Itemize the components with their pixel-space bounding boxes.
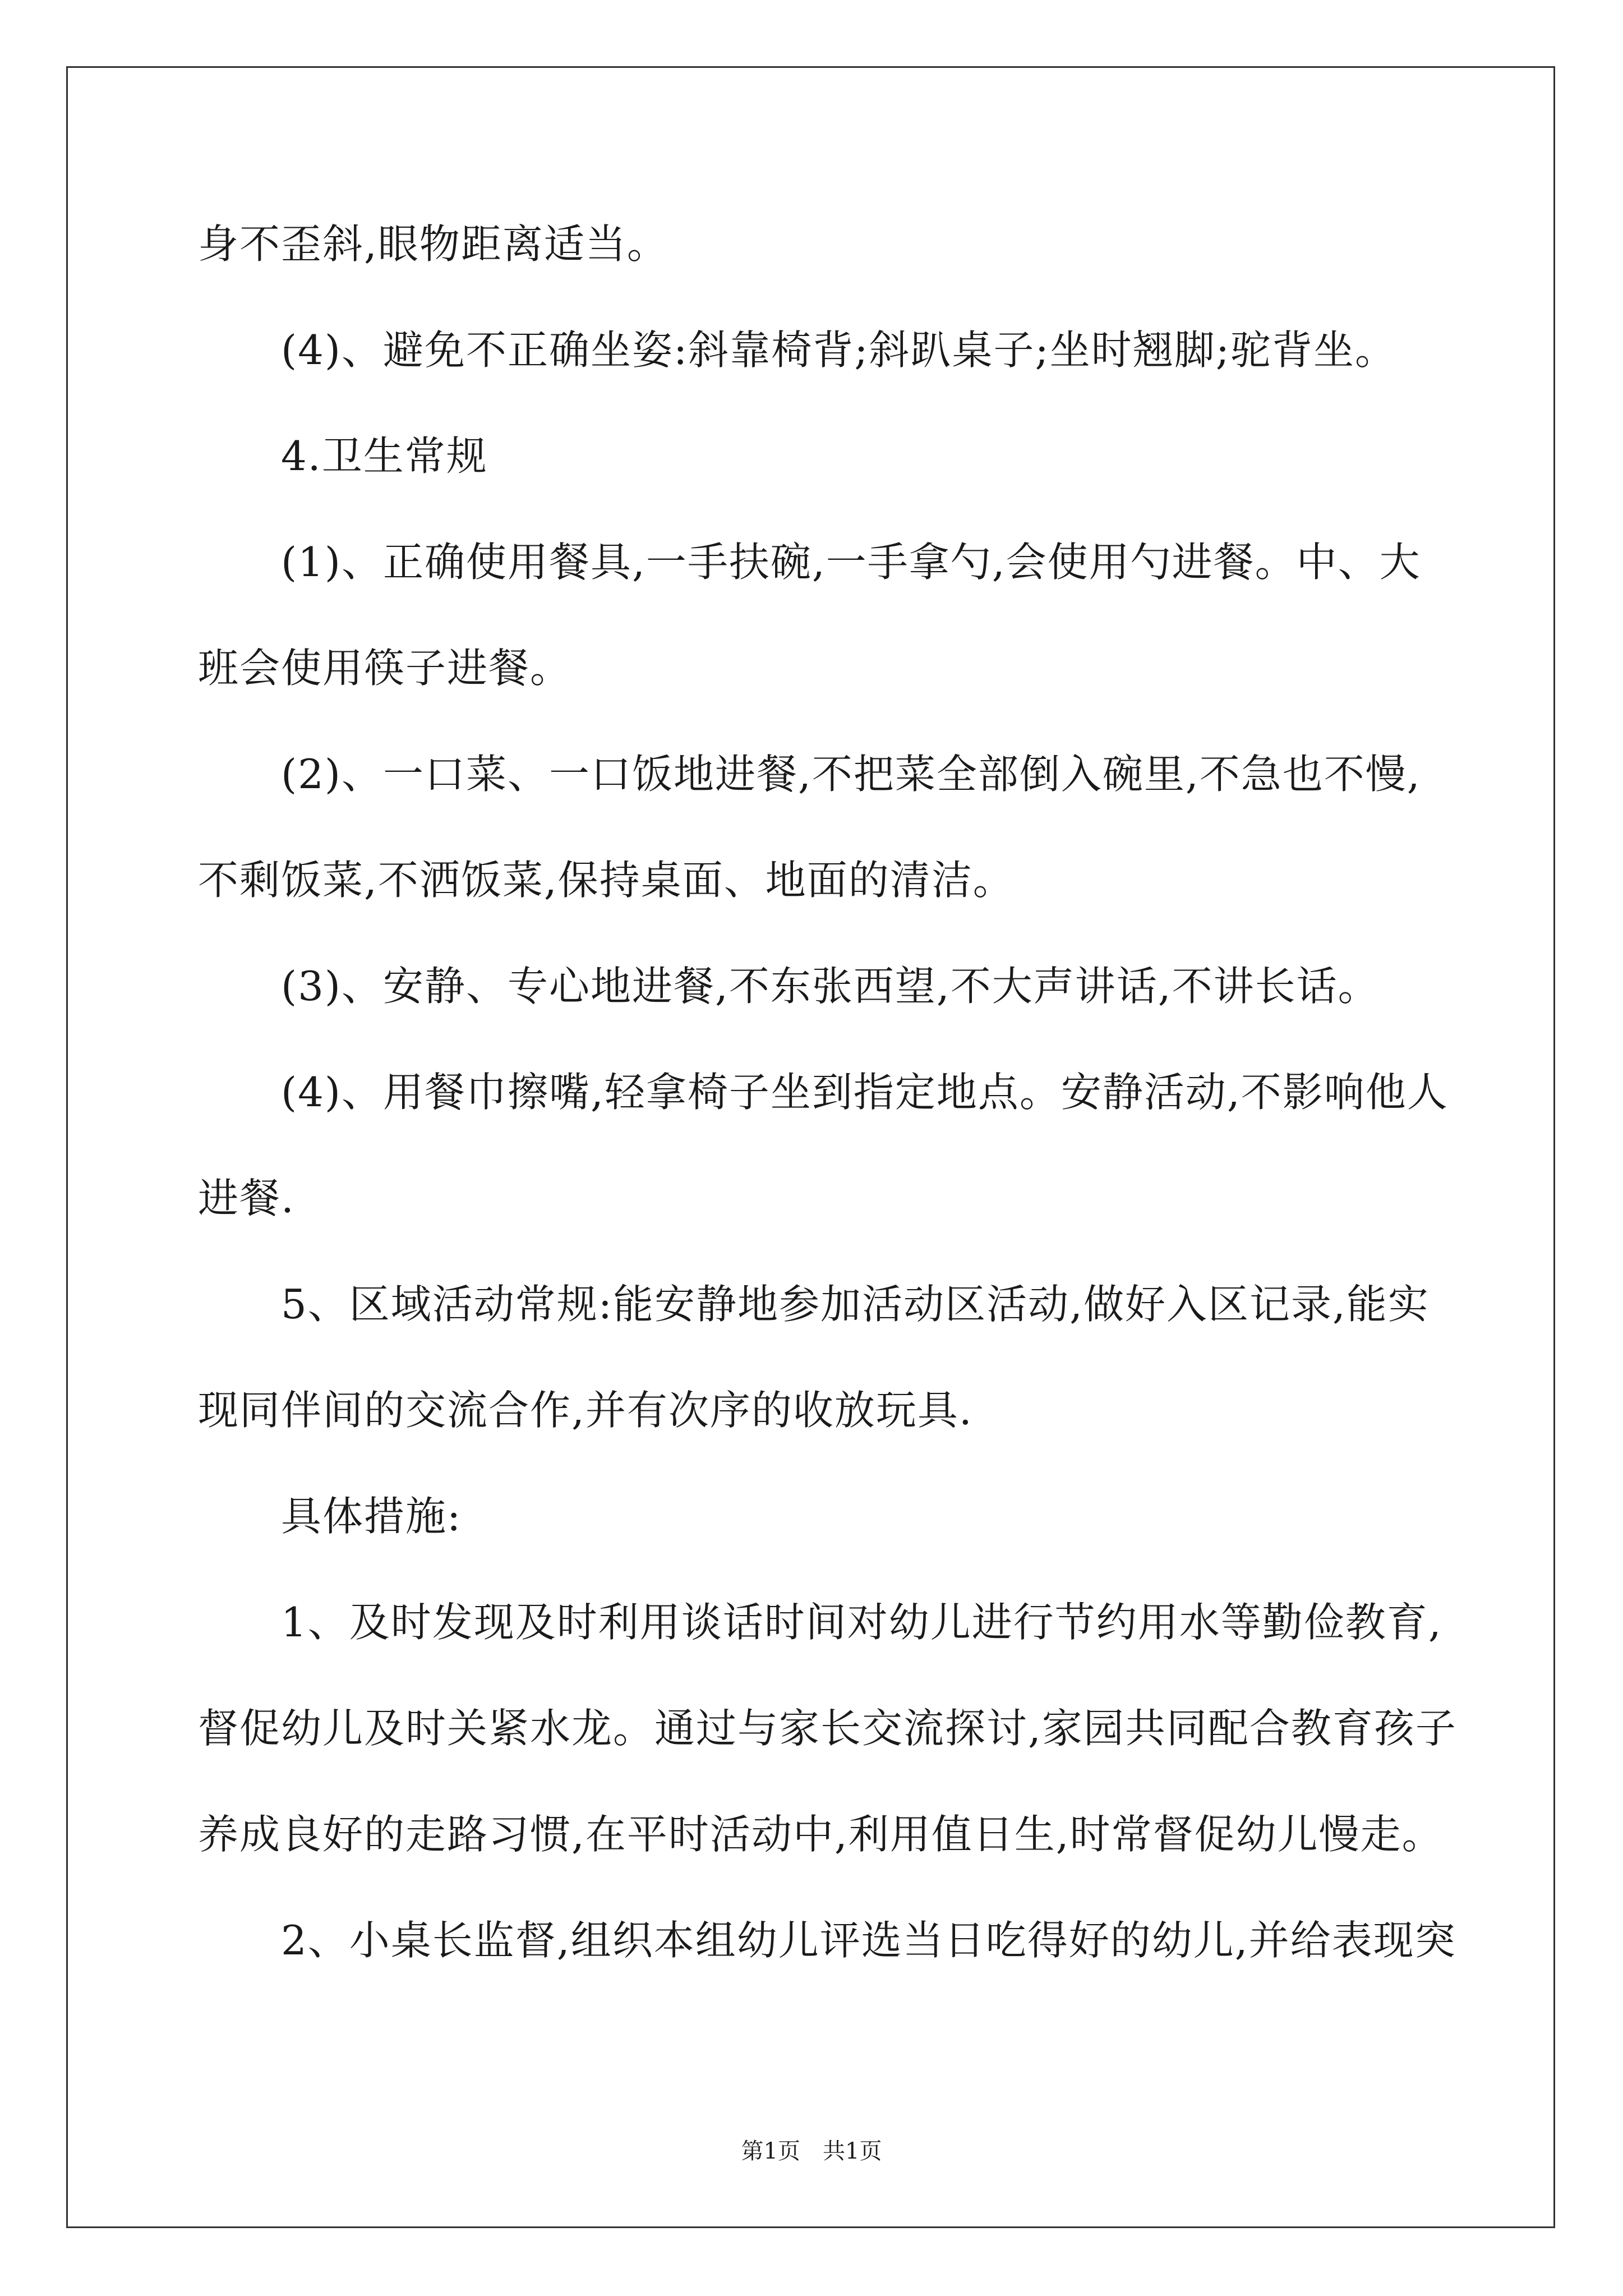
text-line: 不剩饭菜,不洒饭菜,保持桌面、地面的清洁。 bbox=[198, 857, 1015, 904]
text-line: 班会使用筷子进餐。 bbox=[198, 645, 572, 692]
text-line: 身不歪斜,眼物距离适当。 bbox=[198, 220, 668, 268]
section-heading: 4.卫生常规 bbox=[281, 432, 488, 480]
text-line: (4)、避免不正确坐姿:斜靠椅背;斜趴桌子;坐时翘脚;驼背坐。 bbox=[281, 326, 1397, 374]
section-heading: 具体措施: bbox=[281, 1493, 462, 1540]
text-line: 1、及时发现及时利用谈话时间对幼儿进行节约用水等勤俭教育, bbox=[281, 1599, 1442, 1646]
text-line: (1)、正确使用餐具,一手扶碗,一手拿勺,会使用勺进餐。中、大 bbox=[281, 539, 1421, 586]
text-line: (4)、用餐巾擦嘴,轻拿椅子坐到指定地点。安静活动,不影响他人 bbox=[281, 1069, 1449, 1116]
page-border bbox=[66, 66, 1555, 2228]
text-line: (3)、安静、专心地进餐,不东张西望,不大声讲话,不讲长话。 bbox=[281, 963, 1380, 1010]
text-line: 督促幼儿及时关紧水龙。通过与家长交流探讨,家园共同配合教育孩子 bbox=[198, 1705, 1457, 1752]
text-line: 现同伴间的交流合作,并有次序的收放玩具. bbox=[198, 1387, 973, 1434]
page-footer: 第1页 共1页 bbox=[741, 2138, 882, 2164]
text-line: (2)、一口菜、一口饭地进餐,不把菜全部倒入碗里,不急也不慢, bbox=[281, 751, 1421, 798]
text-line: 进餐. bbox=[198, 1175, 295, 1222]
text-line: 养成良好的走路习惯,在平时活动中,利用值日生,时常督促幼儿慢走。 bbox=[198, 1811, 1444, 1858]
text-line: 5、区域活动常规:能安静地参加活动区活动,做好入区记录,能实 bbox=[281, 1281, 1430, 1328]
text-line: 2、小桌长监督,组织本组幼儿评选当日吃得好的幼儿,并给表现突 bbox=[281, 1917, 1456, 1964]
